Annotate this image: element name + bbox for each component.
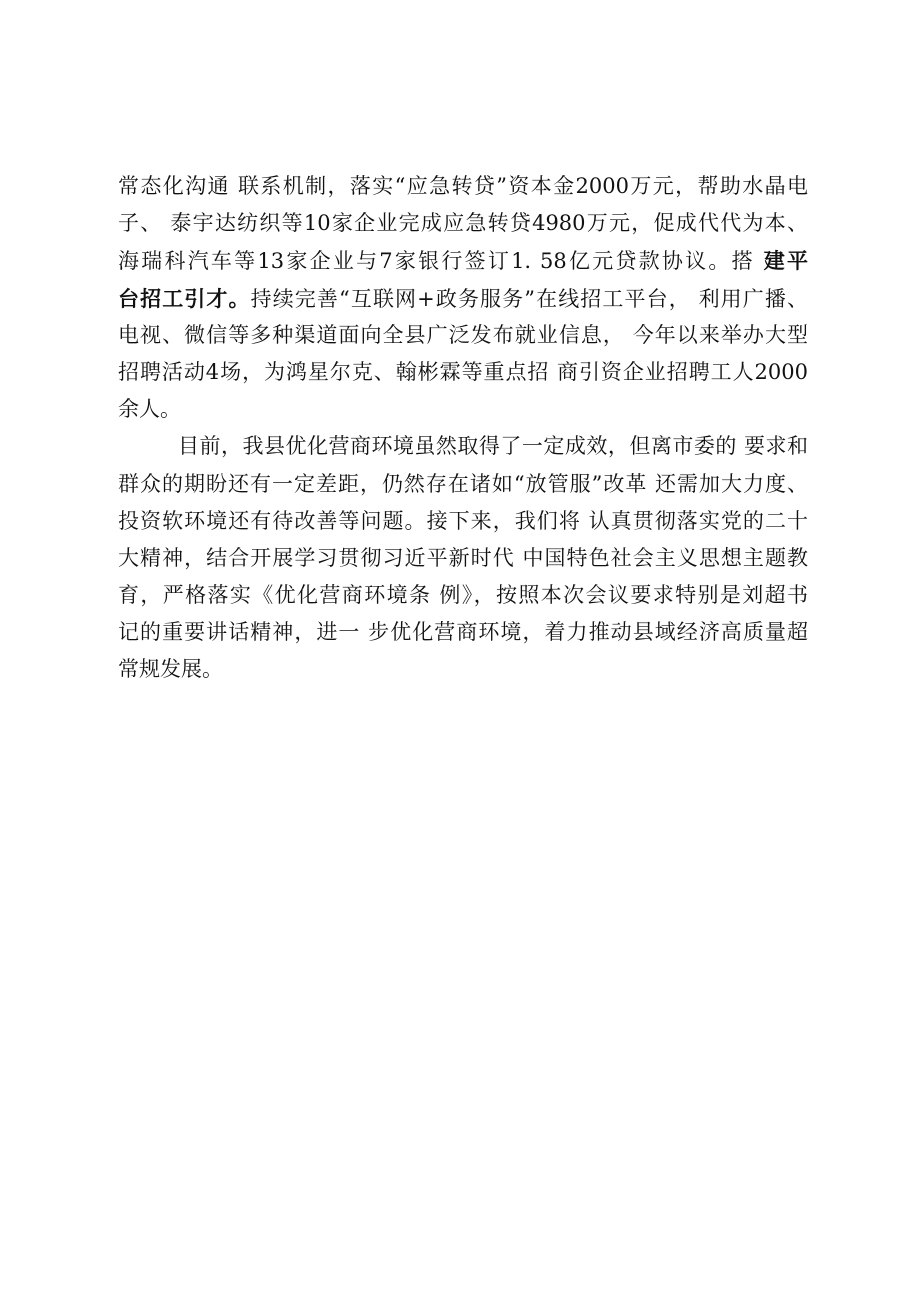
text-line: 群众的期盼还有一定差距，仍然存在诸如“放管服”改革 还需加大力度、 xyxy=(118,471,808,496)
text-line: 育，严格落实《优化营商环境条 例》，按照本次会议要求特别是刘超书 xyxy=(118,583,808,608)
text-segment: 持续完善“互联网+政务服务”在线招工平台， 利用广播、 xyxy=(250,286,808,311)
paragraph-1 xyxy=(118,168,808,428)
text-line: 招聘活动4场，为鸿星尔克、翰彬霖等重点招 商引资企业招聘工人2000 xyxy=(118,359,808,384)
text-line: 大精神，结合开展学习贯彻习近平新时代 中国特色社会主义思想主题教 xyxy=(118,545,808,570)
text-line xyxy=(118,280,808,317)
text-line: 电视、微信等多种渠道面向全县广泛发布就业信息， 今年以来举办大型 xyxy=(118,322,808,347)
text-segment: 海瑞科汽车等13家企业与7家银行签订1. 58亿元贷款协议。搭 xyxy=(118,249,764,274)
text-line: 记的重要讲话精神，进一 步优化营商环境，着力推动县域经济高质量超 xyxy=(118,620,808,645)
text-line: 常态化沟通 联系机制，落实“应急转贷”资本金2000万元，帮助水晶电 xyxy=(118,174,808,198)
text-line: 余人。 xyxy=(118,397,181,422)
text-line xyxy=(118,242,808,279)
text-line: 子、 泰宇达纺织等10家企业完成应急转贷4980万元，促成代代为本、 xyxy=(118,211,808,236)
text-line: 投资软环境还有待改善等问题。接下来，我们将 认真贯彻落实党的二十 xyxy=(118,508,808,533)
bold-heading-segment: 台招工引才。 xyxy=(118,285,251,311)
text-line: 目前，我县优化营商环境虽然取得了一定成效，但离市委的 要求和 xyxy=(178,434,808,459)
document-body xyxy=(118,168,808,689)
bold-heading-segment: 建平 xyxy=(763,248,808,274)
text-line: 常规发展。 xyxy=(118,657,223,682)
paragraph-2 xyxy=(118,428,808,688)
